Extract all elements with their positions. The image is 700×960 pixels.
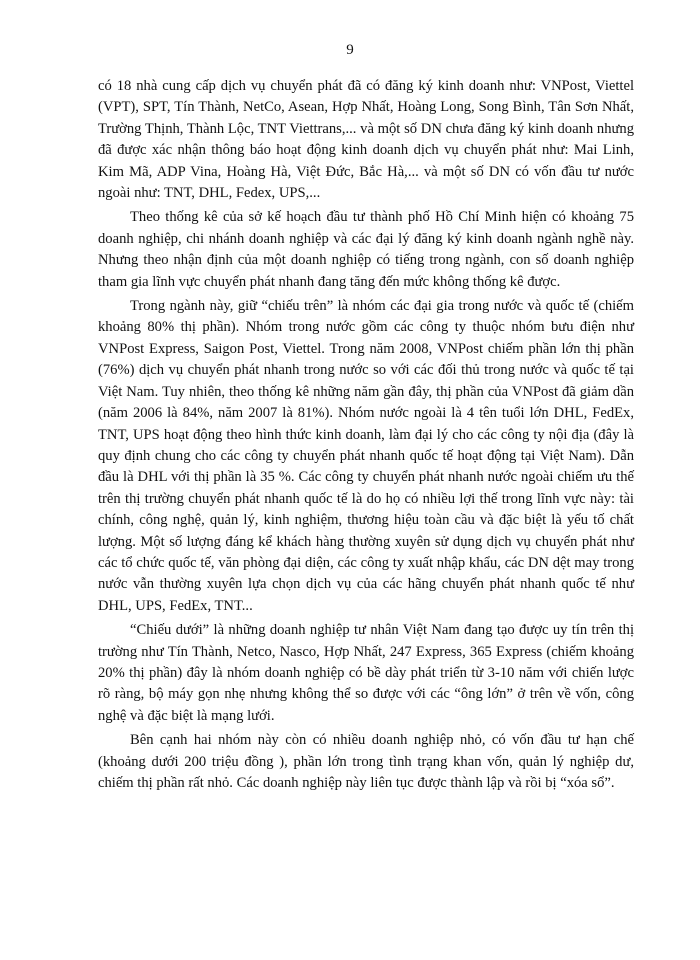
paragraph-upper-tier: Trong ngành này, giữ “chiếu trên” là nhóm các đại gia trong nước và quốc tế (chiếm khoảng 80% thị phần). Nhóm trong nước gồm các công ty thuộc nhóm bưu điện như VNPost Express, Saigon Post, Viettel. Trong năm 2008, VNPost chiếm phần lớn thị phần (76%) dịch vụ chuyển phát nhanh trong nước so với các đối thủ trong nước và quốc tế tại Việt Nam. Tuy nhiên, theo thống kê những năm gần đây, thị phần của VNPost đã giảm dần (năm 2006 là 84%, năm 2007 là 81%). Nhóm nước ngoài là 4 tên tuổi lớn DHL, FedEx, TNT, UPS hoạt động theo hình thức kinh doanh, làm đại lý cho các công ty nội địa (đây là quy định chung cho các công ty chuyển phát nhanh quốc tế hoạt động tại Việt Nam). Dẫn đầu là DHL với thị phần là 35 %. Các công ty chuyển phát nhanh nước ngoài chiếm ưu thế trên thị trường chuyển phát nhanh quốc tế là do họ có nhiều lợi thế trong lĩnh vực này: tài chính, công nghệ, quản lý, kinh nghiệm, thương hiệu toàn cầu và đặc biệt là yếu tố chất lượng. Một số lượng đáng kể khách hàng thường xuyên sử dụng dịch vụ chuyển phát như các tổ chức quốc tế, văn phòng đại diện, các công ty xuất nhập khẩu, các DN dệt may trong nước vẫn thường xuyên lựa chọn dịch vụ của các hãng chuyển phát nhanh quốc tế như DHL, UPS, FedEx, TNT... bbox=[98, 298, 634, 614]
page-number: 9 bbox=[346, 42, 354, 58]
paragraph-small-businesses: Bên cạnh hai nhóm này còn có nhiều doanh nghiệp nhỏ, có vốn đầu tư hạn chế (khoảng dưới 200 triệu đồng ), phần lớn trong tình trạng khan vốn, quản lý nghiệp dư, chiếm thị phần rất nhỏ. Các doanh nghiệp này liên tục được thành lập và rồi bị “xóa sổ”. bbox=[98, 732, 634, 791]
paragraph-lower-tier: “Chiếu dưới” là những doanh nghiệp tư nhân Việt Nam đang tạo được uy tín trên thị trường như Tín Thành, Netco, Nasco, Hợp Nhất, 247 Express, 365 Express (chiếm khoảng 20% thị phần) đây là nhóm doanh nghiệp có bề dày phát triển từ 3-10 năm với chiến lược rõ ràng, bộ máy gọn nhẹ nhưng không thể so được với các “ông lớn” ở trên về vốn, công nghệ và đặc biệt là mạng lưới. bbox=[98, 622, 634, 724]
document-body bbox=[98, 76, 634, 797]
paragraph-continuation: có 18 nhà cung cấp dịch vụ chuyển phát đã có đăng ký kinh doanh như: VNPost, Viettel (VPT), SPT, Tín Thành, NetCo, Asean, Hợp Nhất, Hoàng Long, Song Bình, Tân Sơn Nhất, Trường Thịnh, Thành Lộc, TNT Viettrans,... và một số DN chưa đăng ký kinh doanh nhưng đã được xác nhận thông báo hoạt động kinh doanh dịch vụ chuyển phát như: Mai Linh, Kim Mã, ADP Vina, Hoàng Hà, Việt Đức, Bắc Hà,... và một số DN có vốn đầu tư nước ngoài như: TNT, DHL, Fedex, UPS,... bbox=[98, 78, 634, 202]
paragraph-statistics: Theo thống kê của sở kế hoạch đầu tư thành phố Hồ Chí Minh hiện có khoảng 75 doanh nghiệp, chi nhánh doanh nghiệp và các đại lý đăng ký kinh doanh ngành nghề này. Nhưng theo nhận định của một doanh nghiệp có tiếng trong ngành, con số doanh nghiệp tham gia lĩnh vực chuyển phát nhanh đang tăng đến mức không thống kê được. bbox=[98, 209, 634, 290]
